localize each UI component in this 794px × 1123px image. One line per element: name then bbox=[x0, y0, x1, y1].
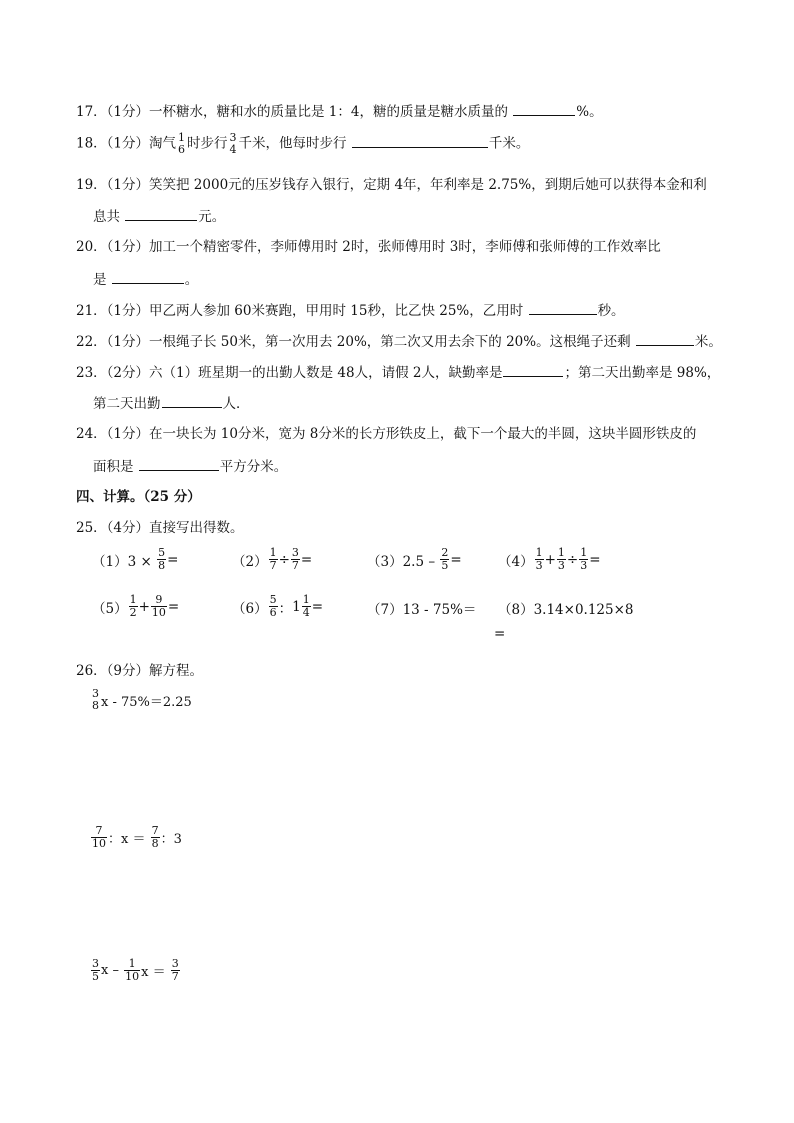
calc-expression: （8）3.14×0.125×8 bbox=[498, 602, 634, 618]
question-18-mid: 时步行 bbox=[187, 135, 228, 152]
question-22-suffix: 米。 bbox=[694, 334, 722, 350]
question-20-line-2 bbox=[93, 269, 198, 289]
question-19-line-1: 19．（1分）笑笑把 2000元的压岁钱存入银行，定期 4年，年利率是 2.75%，到期后她可以获得本金和利 bbox=[76, 177, 707, 193]
operator: ÷ bbox=[566, 551, 579, 568]
calc-item-5 bbox=[92, 594, 179, 619]
operator: ÷ bbox=[278, 551, 290, 568]
operator: + bbox=[544, 551, 556, 568]
numerator: 1 bbox=[129, 593, 137, 606]
denominator: 10 bbox=[151, 606, 166, 619]
calc-label: （6） bbox=[232, 600, 268, 617]
fraction bbox=[129, 594, 138, 619]
numerator: 7 bbox=[151, 824, 159, 837]
denominator: 8 bbox=[158, 559, 166, 572]
equals-sign: = bbox=[450, 551, 462, 568]
question-21 bbox=[76, 300, 625, 320]
denominator: 6 bbox=[178, 143, 186, 156]
numerator: 5 bbox=[269, 593, 277, 606]
answer-blank-23b[interactable] bbox=[162, 393, 222, 408]
denominator: 4 bbox=[302, 606, 310, 619]
numerator: 3 bbox=[291, 546, 299, 559]
calc-item-7 bbox=[367, 598, 476, 618]
denominator: 2 bbox=[129, 606, 137, 619]
fraction bbox=[269, 547, 278, 572]
fraction bbox=[157, 547, 166, 572]
answer-blank-19[interactable] bbox=[125, 206, 197, 221]
equation-1 bbox=[90, 688, 192, 712]
section-heading: 四、计算。（25 分） bbox=[76, 489, 201, 505]
answer-blank-23a[interactable] bbox=[503, 362, 563, 377]
question-26-title: 26．（9分）解方程。 bbox=[76, 663, 204, 679]
answer-blank-21[interactable] bbox=[529, 300, 597, 315]
question-17-suffix: %。 bbox=[576, 104, 603, 120]
whole-number: 1 bbox=[292, 598, 301, 615]
question-19-suffix: 元。 bbox=[198, 209, 226, 225]
denominator: 3 bbox=[535, 559, 543, 572]
question-22-text: 22．（1分）一根绳子长 50米，第一次用去 20%，第二次又用去余下的 20%。这根绳子还剩 bbox=[76, 334, 631, 350]
question-17 bbox=[76, 101, 603, 121]
numerator: 5 bbox=[158, 546, 166, 559]
numerator: 1 bbox=[535, 546, 543, 559]
equals-sign: = bbox=[311, 598, 323, 615]
numerator: 1 bbox=[302, 593, 310, 606]
question-20-line-1: 20．（1分）加工一个精密零件，李师傅用时 2时，张师傅用时 3时，李师傅和张师傅的工作效率比 bbox=[76, 239, 661, 255]
numerator: 1 bbox=[124, 958, 140, 971]
question-22 bbox=[76, 331, 722, 351]
denominator: 7 bbox=[171, 970, 179, 983]
calc-label: （4） bbox=[498, 553, 534, 570]
fraction bbox=[535, 547, 544, 572]
calc-label: （5） bbox=[92, 600, 128, 617]
numerator: 1 bbox=[557, 546, 565, 559]
equation-rest: x - 75%＝2.25 bbox=[101, 694, 192, 710]
fraction bbox=[151, 594, 167, 619]
fraction bbox=[269, 594, 278, 619]
question-23-line-2 bbox=[93, 393, 250, 413]
numerator: 1 bbox=[269, 546, 277, 559]
denominator: 5 bbox=[441, 559, 449, 572]
equation-mid: ：x ＝ bbox=[108, 832, 146, 847]
question-20-suffix: 。 bbox=[184, 272, 199, 288]
equation-term: x ＝ bbox=[141, 965, 166, 980]
denominator: 8 bbox=[92, 699, 99, 712]
answer-blank-22[interactable] bbox=[636, 331, 694, 346]
equals-sign: = bbox=[167, 598, 180, 615]
equals-sign: = bbox=[494, 626, 506, 642]
denominator: 10 bbox=[92, 837, 106, 850]
numerator: 1 bbox=[580, 546, 588, 559]
answer-blank-18[interactable] bbox=[352, 133, 488, 148]
question-24-prefix: 面积是 bbox=[93, 459, 134, 475]
question-23-line2-prefix: 第二天出勤 bbox=[93, 396, 161, 412]
question-23-prefix: 23．（2分）六（1）班星期一的出勤人数是 48人，请假 2人，缺勤率是 bbox=[76, 365, 503, 381]
fraction bbox=[579, 547, 588, 572]
equals-sign: = bbox=[167, 551, 179, 568]
numerator: 9 bbox=[151, 594, 167, 607]
calc-label: （1）3 × bbox=[92, 553, 152, 570]
question-24-line-1: 24．（1分）在一块长为 10分米，宽为 8分米的长方形铁皮上，截下一个最大的半圆，这块半圆形铁皮的 bbox=[76, 426, 697, 442]
question-23-mid: ；第二天出勤率是 98%， bbox=[564, 365, 721, 381]
fraction bbox=[91, 958, 100, 983]
question-20-prefix: 是 bbox=[93, 272, 107, 288]
denominator: 7 bbox=[269, 559, 277, 572]
denominator: 3 bbox=[557, 559, 565, 572]
question-17-text: 17．（1分）一杯糖水，糖和水的质量比是 1：4，糖的质量是糖水质量的 bbox=[76, 104, 508, 120]
equation-3 bbox=[90, 958, 181, 983]
denominator: 10 bbox=[125, 970, 140, 983]
equation-2 bbox=[90, 825, 182, 850]
calc-item-3 bbox=[367, 547, 462, 572]
fraction bbox=[291, 547, 300, 572]
denominator: 3 bbox=[580, 559, 588, 572]
question-19-line-2 bbox=[93, 206, 225, 226]
equation-end: ：3 bbox=[160, 832, 182, 847]
operator: ： bbox=[278, 600, 293, 617]
denominator: 4 bbox=[229, 143, 237, 156]
answer-blank-17[interactable] bbox=[513, 101, 575, 116]
numerator: 3 bbox=[229, 131, 237, 144]
question-23-suffix: 人． bbox=[222, 396, 250, 412]
denominator: 6 bbox=[269, 606, 277, 619]
equals-sign: = bbox=[589, 551, 601, 568]
equals-sign: = bbox=[300, 551, 313, 568]
question-18-after: 千米，他每时步行 bbox=[238, 135, 347, 152]
calc-item-8 bbox=[498, 598, 634, 618]
question-21-suffix: 秒。 bbox=[597, 303, 625, 319]
numerator: 3 bbox=[92, 957, 99, 970]
answer-blank-24[interactable] bbox=[139, 456, 219, 471]
fraction bbox=[557, 547, 566, 572]
calc-item-2 bbox=[232, 547, 312, 572]
question-25-title: 25．（4分）直接写出得数。 bbox=[76, 520, 244, 536]
fraction bbox=[177, 132, 186, 156]
fraction bbox=[124, 958, 140, 983]
fraction bbox=[151, 825, 160, 850]
fraction bbox=[91, 825, 107, 850]
denominator: 5 bbox=[92, 970, 99, 983]
question-19-prefix: 息共 bbox=[93, 209, 120, 225]
question-24-line-2 bbox=[93, 456, 287, 476]
fraction bbox=[440, 547, 449, 572]
question-18-prefix: 18．（1分）淘气 bbox=[76, 135, 177, 152]
calc-label: （3）2.5 – bbox=[367, 553, 436, 570]
fraction bbox=[302, 594, 311, 619]
denominator: 7 bbox=[291, 559, 299, 572]
numerator: 2 bbox=[441, 546, 449, 559]
calc-item-8-equals bbox=[494, 626, 505, 642]
question-21-text: 21．（1分）甲乙两人参加 60米赛跑，甲用时 15秒，比乙快 25%，乙用时 bbox=[76, 303, 524, 319]
calc-expression: （7）13 - 75%＝ bbox=[367, 602, 477, 618]
question-18-suffix: 千米。 bbox=[488, 135, 530, 152]
calc-item-6 bbox=[232, 594, 323, 619]
numerator: 3 bbox=[171, 957, 179, 970]
answer-blank-20[interactable] bbox=[112, 269, 184, 284]
fraction bbox=[229, 132, 238, 156]
question-18 bbox=[76, 132, 529, 156]
question-24-suffix: 平方分米。 bbox=[219, 459, 288, 475]
fraction bbox=[171, 958, 180, 983]
fraction bbox=[91, 688, 100, 712]
numerator: 7 bbox=[91, 825, 107, 838]
denominator: 8 bbox=[151, 837, 159, 850]
calc-item-4 bbox=[498, 547, 601, 572]
calc-label: （2） bbox=[232, 553, 268, 570]
equation-term: x – bbox=[101, 963, 119, 978]
operator: + bbox=[138, 598, 150, 615]
numerator: 1 bbox=[178, 131, 186, 144]
numerator: 3 bbox=[92, 687, 99, 700]
calc-item-1 bbox=[92, 547, 178, 572]
question-23-line-1 bbox=[76, 362, 720, 382]
